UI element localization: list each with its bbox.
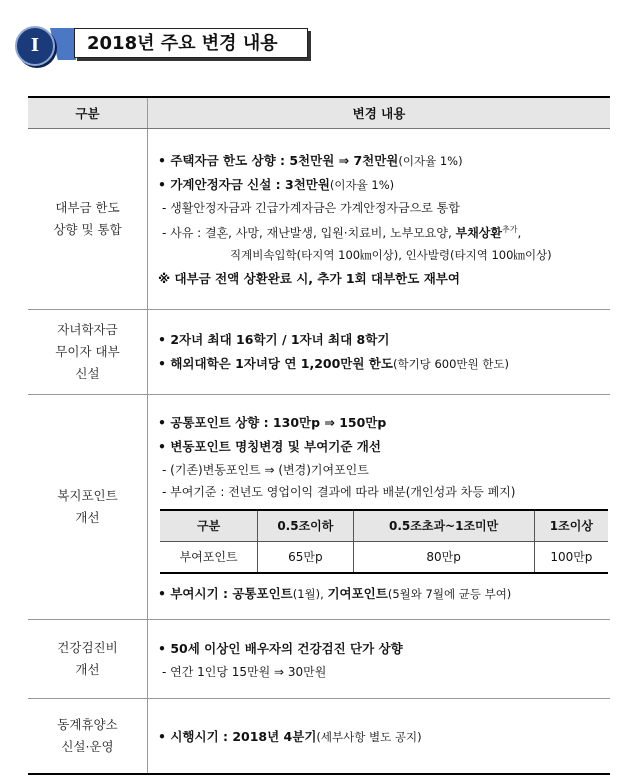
bullet-note: (5월와 7월에 균등 부여) xyxy=(387,586,512,601)
points-header-cell: 0.5조이하 xyxy=(258,510,353,542)
points-cell: 100만p xyxy=(534,541,608,573)
content-cell xyxy=(148,620,611,699)
bullet-item xyxy=(158,173,610,197)
sub-text: , xyxy=(517,225,522,240)
bullet-text: • 시행시기 : 2018년 4분기 xyxy=(158,729,317,744)
note-text: ※ 대부금 전액 상환완료 시, 추가 1회 대부한도 재부여 xyxy=(158,270,460,286)
category-cell xyxy=(28,699,148,775)
table-row-tuition xyxy=(28,310,610,395)
bullet-text: • 해외대학은 1자녀당 연 1,200만원 한도 xyxy=(158,356,393,371)
table-row-loan xyxy=(28,129,610,310)
bullet-note: (이자율 1%) xyxy=(398,153,463,168)
points-cell: 65만p xyxy=(258,541,353,573)
header-category: 구분 xyxy=(28,97,148,129)
bullet-item xyxy=(158,352,610,376)
sub-item: - 부여기준 : 전년도 영업이익 결과에 따라 배분(개인성과 차등 폐지) xyxy=(162,484,516,499)
bullet-text: 기여포인트 xyxy=(327,585,388,601)
sub-bold: 부채상환 xyxy=(455,225,502,240)
table-row-welfare-points xyxy=(28,395,610,620)
category-line: 복지포인트 xyxy=(57,488,118,503)
table-header-row xyxy=(28,97,610,129)
category-line: 개선 xyxy=(75,662,100,677)
sub-item-continued: 직계비속입학(타지역 100㎞이상), 인사발령(타지역 100㎞이상) xyxy=(230,247,552,262)
category-cell xyxy=(28,129,148,310)
sub-item xyxy=(158,219,610,244)
sub-superscript: 추가 xyxy=(502,224,518,234)
table-row-winter-resort xyxy=(28,699,610,775)
bullet-item: • 50세 이상인 배우자의 건강검진 단가 상향 xyxy=(158,641,403,656)
category-line: 상향 및 통합 xyxy=(53,222,122,237)
category-cell xyxy=(28,620,148,699)
content-cell xyxy=(148,699,611,775)
bullet-text: • 가계안정자금 신설 : 3천만원 xyxy=(158,176,330,192)
section-number-badge: I xyxy=(15,26,55,66)
page-title: 2018년 주요 변경 내용 xyxy=(74,28,308,58)
content-cell xyxy=(148,129,611,310)
category-line: 자녀학자금 xyxy=(57,322,118,337)
points-header-cell: 구분 xyxy=(160,510,258,542)
points-header-cell: 0.5조초과~1조미만 xyxy=(353,510,534,542)
category-line: 신설 xyxy=(75,366,100,381)
points-header-cell: 1조이상 xyxy=(534,510,608,542)
content-cell xyxy=(148,310,611,395)
content-cell xyxy=(148,395,611,620)
bullet-note: (세부사항 별도 공지) xyxy=(316,730,422,744)
bullet-item xyxy=(158,725,610,749)
category-line: 건강검진비 xyxy=(57,640,118,655)
bullet-note: (1월), xyxy=(292,586,328,601)
points-table xyxy=(160,509,608,574)
sub-item: - (기존)변동포인트 ⇒ (변경)기여포인트 xyxy=(162,462,369,477)
category-cell xyxy=(28,395,148,620)
category-line: 동계휴양소 xyxy=(57,717,118,732)
sub-item: - 생활안정자금과 긴급가계자금은 가계안정자금으로 통합 xyxy=(162,200,460,215)
category-line: 개선 xyxy=(75,510,100,525)
bullet-text: • 주택자금 한도 상향 : 5천만원 ⇒ 7천만원 xyxy=(158,152,399,168)
bullet-item xyxy=(158,149,610,173)
category-line: 대부금 한도 xyxy=(55,200,120,215)
bullet-item: • 변동포인트 명칭변경 및 부여기준 개선 xyxy=(158,438,381,454)
header-content: 변경 내용 xyxy=(148,97,611,129)
category-line: 신설·운영 xyxy=(61,739,114,754)
category-line: 무이자 대부 xyxy=(55,344,120,359)
bullet-item: • 2자녀 최대 16학기 / 1자녀 최대 8학기 xyxy=(158,332,390,347)
points-cell: 80만p xyxy=(353,541,534,573)
changes-table xyxy=(28,96,610,775)
sub-item: - 연간 1인당 15만원 ⇒ 30만원 xyxy=(162,665,327,679)
category-cell xyxy=(28,310,148,395)
bullet-text: • 부여시기 : 공통포인트 xyxy=(158,585,293,601)
bullet-item xyxy=(158,582,610,606)
sub-text: - 사유 : 결혼, 사망, 재난발생, 입원·치료비, 노부모요양, xyxy=(162,225,456,240)
bullet-note: (학기당 600만원 한도) xyxy=(392,357,509,371)
bullet-item: • 공통포인트 상향 : 130만p ⇒ 150만p xyxy=(158,414,387,430)
points-table-row xyxy=(160,541,608,573)
bullet-note: (이자율 1%) xyxy=(329,177,395,192)
points-cell: 부여포인트 xyxy=(160,541,258,573)
points-table-header xyxy=(160,510,608,542)
table-row-health-checkup xyxy=(28,620,610,699)
